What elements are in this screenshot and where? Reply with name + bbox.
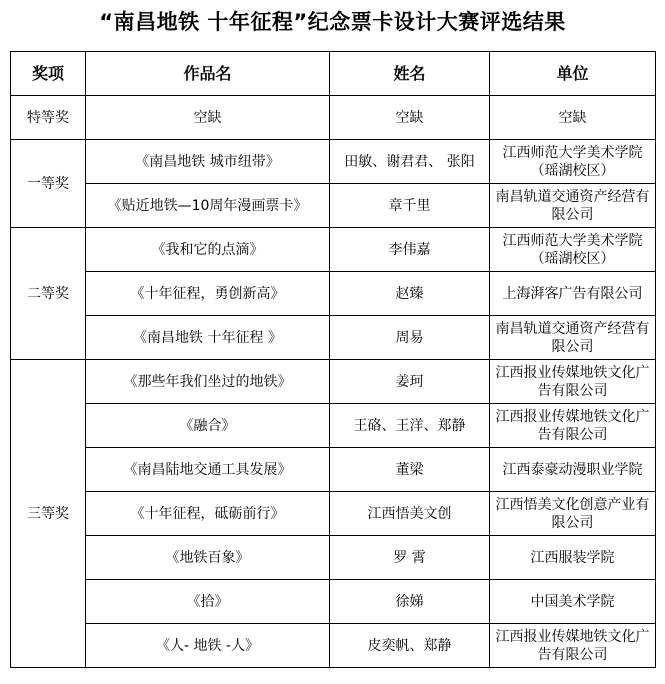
org-cell: 江西师范大学美术学院（瑶湖校区） — [490, 140, 656, 184]
table-row — [11, 96, 656, 140]
name-cell: 赵臻 — [330, 272, 490, 316]
name-cell: 周易 — [330, 316, 490, 360]
work-cell: 《融合》 — [86, 404, 330, 448]
name-cell: 田敏、谢君君、 张阳 — [330, 140, 490, 184]
name-cell: 空缺 — [330, 96, 490, 140]
name-cell: 章千里 — [330, 184, 490, 228]
work-cell: 《南昌地铁 城市纽带》 — [86, 140, 330, 184]
page-title: “南昌地铁 十年征程”纪念票卡设计大赛评选结果 — [99, 10, 566, 34]
work-cell: 《南昌陆地交通工具发展》 — [86, 448, 330, 492]
name-cell: 姜珂 — [330, 360, 490, 404]
org-cell: 南昌轨道交通资产经营有限公司 — [490, 316, 656, 360]
name-cell: 皮奕帆、郑静 — [330, 624, 490, 668]
table-row — [11, 228, 656, 272]
name-cell: 董梁 — [330, 448, 490, 492]
work-cell: 《我和它的点滴》 — [86, 228, 330, 272]
org-cell: 江西师范大学美术学院（瑶湖校区） — [490, 228, 656, 272]
award-cell: 一等奖 — [11, 140, 86, 228]
table-row — [11, 404, 656, 448]
work-cell: 《南昌地铁 十年征程 》 — [86, 316, 330, 360]
work-cell: 《十年征程，勇创新高》 — [86, 272, 330, 316]
org-cell: 江西泰豪动漫职业学院 — [490, 448, 656, 492]
org-cell: 江西报业传媒地铁文化广告有限公司 — [490, 404, 656, 448]
org-cell: 上海湃客广告有限公司 — [490, 272, 656, 316]
org-cell: 江西报业传媒地铁文化广告有限公司 — [490, 624, 656, 668]
table-row — [11, 184, 656, 228]
work-cell: 《地铁百象》 — [86, 536, 330, 580]
table-row — [11, 624, 656, 668]
award-cell: 三等奖 — [11, 360, 86, 668]
table-row — [11, 316, 656, 360]
work-cell: 空缺 — [86, 96, 330, 140]
org-cell: 中国美术学院 — [490, 580, 656, 624]
table-row — [11, 492, 656, 536]
header-work: 作品名 — [86, 52, 330, 96]
name-cell: 罗 霄 — [330, 536, 490, 580]
table-row — [11, 448, 656, 492]
table-header-row — [11, 52, 656, 96]
award-cell: 特等奖 — [11, 96, 86, 140]
table-row — [11, 536, 656, 580]
org-cell: 江西悟美文化创意产业有限公司 — [490, 492, 656, 536]
work-cell: 《贴近地铁—10周年漫画票卡》 — [86, 184, 330, 228]
name-cell: 江西悟美文创 — [330, 492, 490, 536]
table-row — [11, 140, 656, 184]
header-org: 单位 — [490, 52, 656, 96]
header-award: 奖项 — [11, 52, 86, 96]
org-cell: 南昌轨道交通资产经营有限公司 — [490, 184, 656, 228]
name-cell: 李伟嘉 — [330, 228, 490, 272]
work-cell: 《拾》 — [86, 580, 330, 624]
work-cell: 《十年征程，砥砺前行》 — [86, 492, 330, 536]
name-cell: 王硌、王洋、郑静 — [330, 404, 490, 448]
work-cell: 《人- 地铁 -人》 — [86, 624, 330, 668]
table-row — [11, 580, 656, 624]
header-name: 姓名 — [330, 52, 490, 96]
org-cell: 空缺 — [490, 96, 656, 140]
org-cell: 江西服装学院 — [490, 536, 656, 580]
award-cell: 二等奖 — [11, 228, 86, 360]
work-cell: 《那些年我们坐过的地铁》 — [86, 360, 330, 404]
table-row — [11, 272, 656, 316]
table-row — [11, 360, 656, 404]
name-cell: 徐娣 — [330, 580, 490, 624]
results-table — [10, 51, 656, 668]
org-cell: 江西报业传媒地铁文化广告有限公司 — [490, 360, 656, 404]
